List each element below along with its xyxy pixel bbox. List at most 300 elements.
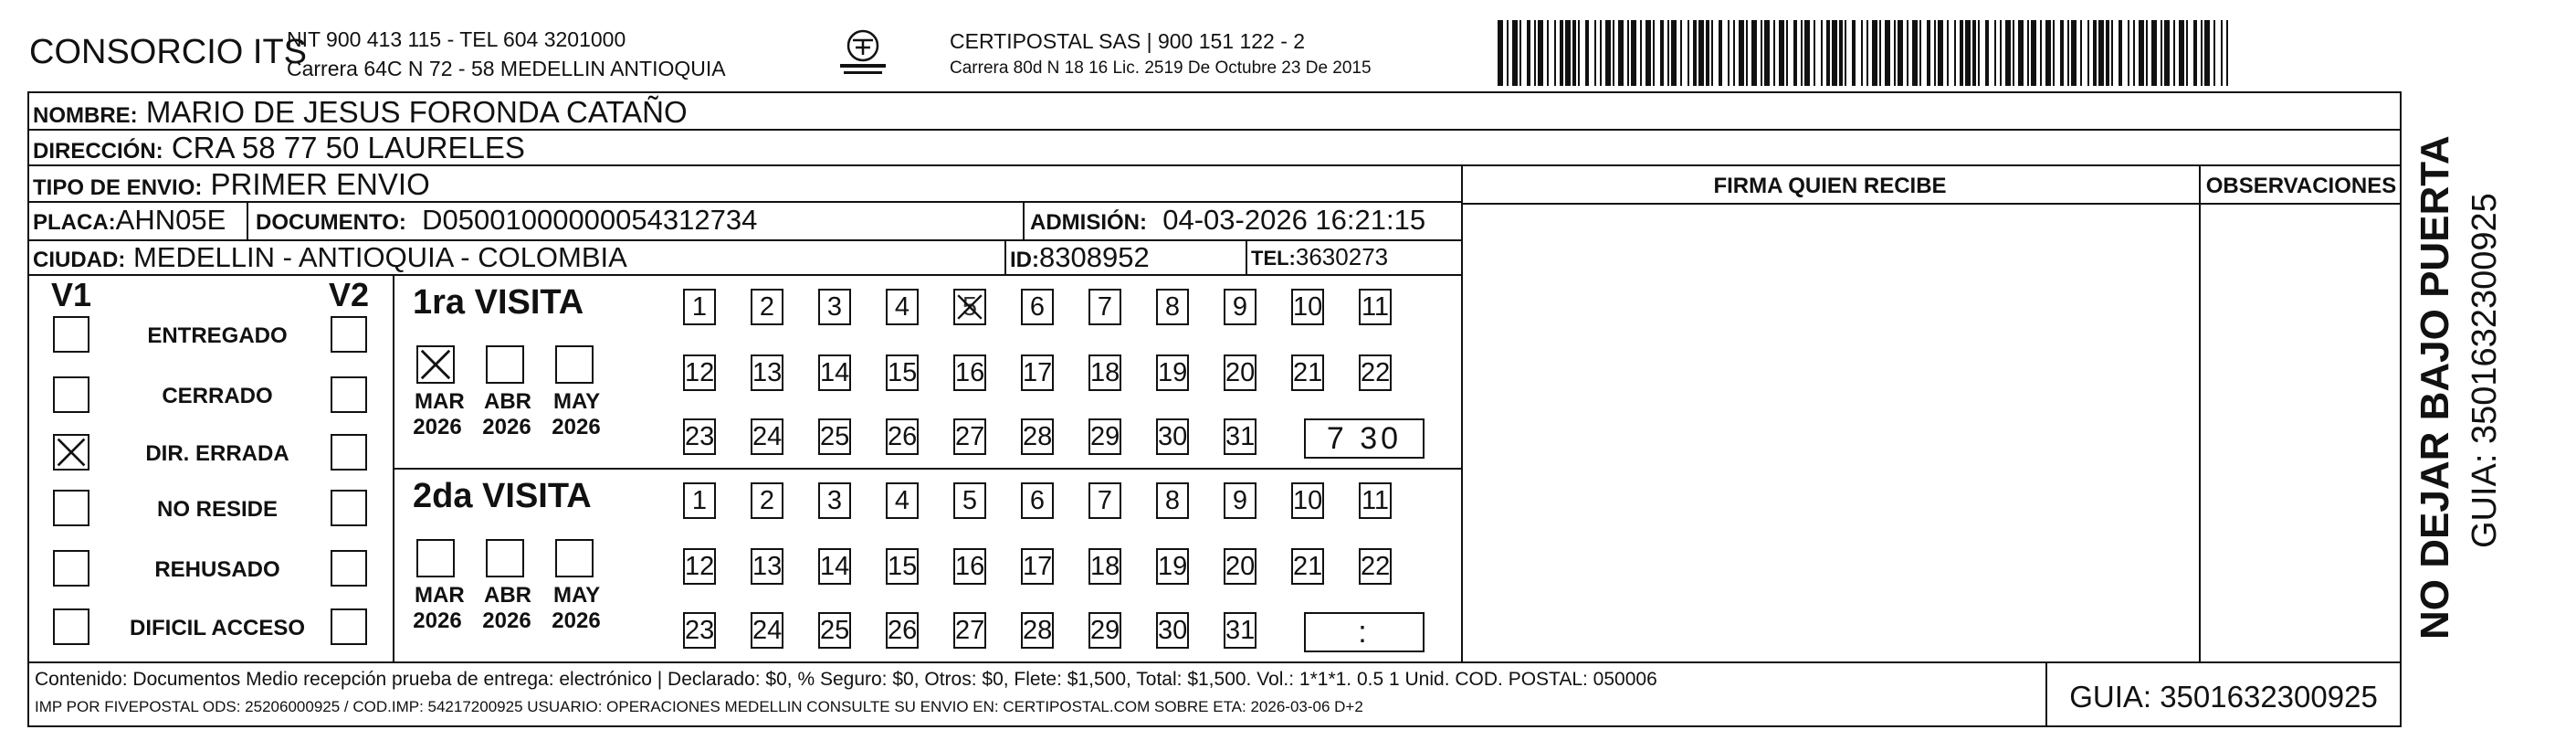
- day-box[interactable]: [1224, 612, 1256, 649]
- barcode-bar: [1554, 20, 1556, 86]
- v1-checkbox[interactable]: [53, 316, 89, 353]
- month-checkbox[interactable]: [416, 345, 455, 384]
- direccion-value: CRA 58 77 50 LAURELES: [171, 131, 525, 164]
- day-number: 8: [1164, 486, 1181, 515]
- day-box[interactable]: [1021, 418, 1054, 455]
- barcode-bar: [2045, 20, 2051, 86]
- day-number: 6: [1029, 292, 1046, 322]
- barcode-bar: [1534, 20, 1536, 86]
- day-number: 29: [1090, 422, 1120, 451]
- day-number: 19: [1158, 552, 1188, 581]
- v2-checkbox[interactable]: [331, 608, 367, 645]
- day-box[interactable]: [1021, 548, 1054, 585]
- barcode-bar: [1872, 20, 1877, 86]
- tel-label: TEL:: [1251, 247, 1296, 270]
- barcode-bar: [2071, 20, 2077, 86]
- barcode-bar: [1960, 20, 1963, 86]
- day-box[interactable]: [1088, 289, 1121, 325]
- barcode-bar: [1839, 20, 1843, 86]
- barcode-bar: [1618, 20, 1624, 86]
- month-label: MAY: [553, 583, 601, 608]
- day-number: 7: [1097, 292, 1113, 322]
- day-number: 12: [685, 358, 715, 387]
- v2-checkbox[interactable]: [331, 550, 367, 587]
- barcode-bar: [2060, 20, 2064, 86]
- admision-value: 04-03-2026 16:21:15: [1162, 204, 1426, 236]
- v2-checkbox[interactable]: [331, 434, 367, 471]
- barcode-bar: [1801, 20, 1803, 86]
- barcode-bar: [2173, 20, 2175, 86]
- barcode-bar: [1688, 20, 1689, 86]
- ciudad-value: MEDELLIN - ANTIOQUIA - COLOMBIA: [132, 241, 627, 273]
- day-number: 2: [759, 486, 775, 515]
- barcode-bar: [1866, 20, 1868, 86]
- day-number: 14: [820, 552, 850, 581]
- day-box[interactable]: [1088, 354, 1121, 391]
- barcode-bar: [2053, 20, 2055, 86]
- day-box[interactable]: [751, 548, 783, 585]
- day-box[interactable]: [1156, 354, 1189, 391]
- barcode-bar: [1605, 20, 1611, 86]
- month-checkbox[interactable]: [486, 345, 524, 384]
- barcode-bar: [1814, 20, 1815, 86]
- barcode-bar: [1739, 20, 1744, 86]
- barcode-bar: [1594, 20, 1596, 86]
- day-number: 19: [1158, 358, 1188, 387]
- direccion-row: [33, 131, 525, 165]
- barcode-bar: [1852, 20, 1856, 86]
- barcode-bar: [1565, 20, 1571, 86]
- day-box[interactable]: [751, 289, 783, 325]
- barcode-bar: [1613, 20, 1614, 86]
- barcode-bar: [1832, 20, 1837, 86]
- barcode-bar: [2179, 20, 2184, 86]
- day-box[interactable]: [1224, 482, 1256, 519]
- barcode-bar: [1645, 20, 1651, 86]
- day-box[interactable]: [818, 612, 851, 649]
- v1-label: V1: [51, 276, 92, 313]
- day-box[interactable]: [1021, 289, 1054, 325]
- barcode-bar: [1698, 20, 1704, 86]
- v2-checkbox[interactable]: [331, 376, 367, 413]
- day-box[interactable]: [751, 418, 783, 455]
- footer-guia: GUIA: 3501632300925: [2069, 680, 2378, 714]
- day-number: 14: [820, 358, 850, 387]
- day-box[interactable]: [886, 482, 919, 519]
- day-number: 21: [1293, 552, 1323, 581]
- admision-label: ADMISIÓN:: [1030, 210, 1147, 235]
- day-box[interactable]: [1088, 612, 1121, 649]
- day-number: 13: [752, 358, 783, 387]
- barcode-bar: [2000, 20, 2002, 86]
- barcode-bar: [1627, 20, 1629, 86]
- barcode-bar: [1578, 20, 1580, 86]
- day-box[interactable]: [1291, 482, 1324, 519]
- day-box[interactable]: [1088, 418, 1121, 455]
- day-box[interactable]: [818, 354, 851, 391]
- day-box[interactable]: [818, 482, 851, 519]
- v2-checkbox[interactable]: [331, 490, 367, 526]
- barcode-bar: [1779, 20, 1784, 86]
- certipostal-logo: [831, 27, 895, 79]
- day-box[interactable]: [953, 548, 986, 585]
- day-box[interactable]: [751, 354, 783, 391]
- x-mark-icon: [955, 291, 984, 323]
- barcode-bar: [2040, 20, 2042, 86]
- day-number: 22: [1361, 358, 1391, 387]
- day-box[interactable]: [683, 354, 716, 391]
- day-number: 16: [955, 552, 985, 581]
- barcode-bar: [1671, 20, 1677, 86]
- day-box[interactable]: [953, 612, 986, 649]
- barcode-bar: [2106, 20, 2109, 86]
- month-checkbox[interactable]: [416, 539, 455, 577]
- barcode-bar: [2201, 20, 2203, 86]
- day-box[interactable]: [886, 289, 919, 325]
- day-number: 26: [888, 422, 918, 451]
- day-number: 13: [752, 552, 783, 581]
- day-box[interactable]: [683, 548, 716, 585]
- day-box[interactable]: [886, 612, 919, 649]
- day-box[interactable]: [683, 612, 716, 649]
- barcode-bar: [1572, 20, 1576, 86]
- barcode-bar: [1919, 20, 1921, 86]
- day-box[interactable]: [953, 289, 986, 325]
- day-number: 25: [820, 616, 850, 645]
- v1-checkbox[interactable]: [53, 434, 89, 471]
- time-value: 7 30: [1326, 421, 1403, 456]
- day-box[interactable]: [818, 418, 851, 455]
- status-label: ENTREGADO: [147, 323, 288, 348]
- day-box[interactable]: [1291, 289, 1324, 325]
- day-box[interactable]: [1359, 289, 1392, 325]
- company-name: CONSORCIO ITS: [29, 33, 308, 71]
- barcode-bar: [1519, 20, 1521, 86]
- admision-field: [1030, 204, 1425, 237]
- day-box[interactable]: [953, 418, 986, 455]
- day-number: 17: [1023, 358, 1053, 387]
- barcode-bar: [1938, 20, 1943, 86]
- day-number: 16: [955, 358, 985, 387]
- month-label: ABR: [484, 583, 531, 608]
- day-number: 29: [1090, 616, 1120, 645]
- day-box[interactable]: [751, 612, 783, 649]
- day-box[interactable]: [1156, 612, 1189, 649]
- day-box[interactable]: [1021, 482, 1054, 519]
- day-box[interactable]: [1359, 354, 1392, 391]
- barcode-bar: [1965, 20, 1971, 86]
- contenido-line: Contenido: Documentos Medio recepción prueba de entrega: electrónico | Declarado: $0, % Seguro: $0, Otros: $0, Flete: $1,500, Total: $1,500. Vol.: 1*1*1. 0.5 1 Unid. COD. POSTAL: 050006: [35, 669, 1657, 690]
- barcode-bar: [1927, 20, 1930, 86]
- barcode-bar: [1978, 20, 1980, 86]
- barcode-bar: [1879, 20, 1881, 86]
- tel-field: [1251, 243, 1388, 271]
- day-box[interactable]: [683, 418, 716, 455]
- visit-title: 1ra VISITA: [413, 283, 584, 322]
- month-checkbox[interactable]: [486, 539, 524, 577]
- day-box[interactable]: [886, 418, 919, 455]
- barcode-bar: [1640, 20, 1642, 86]
- x-mark-icon: [418, 347, 453, 382]
- company-nit: NIT 900 413 115 - TEL 604 3201000: [287, 27, 626, 51]
- day-number: 24: [752, 616, 783, 645]
- documento-field: [256, 204, 757, 237]
- barcode-bar: [2119, 20, 2122, 86]
- barcode-bar: [1498, 20, 1503, 86]
- day-number: 28: [1023, 422, 1053, 451]
- barcode-bar: [1667, 20, 1669, 86]
- barcode-bar: [1894, 20, 1896, 86]
- barcode-bar: [2193, 20, 2197, 86]
- barcode-bar: [1693, 20, 1697, 86]
- day-box[interactable]: [1021, 612, 1054, 649]
- day-number: 12: [685, 552, 715, 581]
- barcode-bar: [1507, 20, 1509, 86]
- day-number: 9: [1232, 292, 1248, 322]
- barcode-bar: [2013, 20, 2014, 86]
- day-box[interactable]: [1359, 548, 1392, 585]
- barcode-bar: [1751, 20, 1757, 86]
- day-number: 10: [1293, 292, 1323, 322]
- barcode-bar: [1600, 20, 1602, 86]
- month-label: MAR: [415, 389, 465, 414]
- barcode-bar: [1885, 20, 1890, 86]
- barcode-bar: [2111, 20, 2113, 86]
- barcode-bar: [1786, 20, 1788, 86]
- barcode-bar: [2027, 20, 2029, 86]
- day-box[interactable]: [886, 354, 919, 391]
- barcode-bar: [2098, 20, 2104, 86]
- day-number: 21: [1293, 358, 1323, 387]
- barcode-bar: [1972, 20, 1976, 86]
- barcode-bar: [1954, 20, 1956, 86]
- day-number: 5: [962, 486, 978, 515]
- year-label: 2026: [413, 608, 462, 633]
- barcode: [1498, 20, 2228, 86]
- day-box[interactable]: [886, 548, 919, 585]
- day-number: 31: [1225, 422, 1256, 451]
- barcode-bar: [2146, 20, 2148, 86]
- barcode-bar: [1746, 20, 1748, 86]
- tipo-label: TIPO DE ENVIO:: [33, 175, 203, 200]
- ciudad-field: [33, 241, 627, 274]
- barcode-bar: [2151, 20, 2157, 86]
- time-box[interactable]: [1304, 612, 1425, 652]
- barcode-bar: [1719, 20, 1722, 86]
- year-label: 2026: [413, 415, 462, 439]
- carrier-address: Carrera 80d N 18 16 Lic. 2519 De Octubre 23 De 2015: [950, 58, 1372, 78]
- day-number: 1: [691, 292, 708, 322]
- day-number: 27: [955, 616, 985, 645]
- barcode-bar: [1804, 20, 1810, 86]
- month-label: MAY: [553, 389, 601, 414]
- day-box[interactable]: [1291, 548, 1324, 585]
- barcode-bar: [1907, 20, 1908, 86]
- day-box[interactable]: [751, 482, 783, 519]
- day-number: 31: [1225, 616, 1256, 645]
- status-label: REHUSADO: [154, 557, 280, 582]
- day-box[interactable]: [818, 289, 851, 325]
- placa-value: AHN05E: [115, 204, 226, 236]
- v1-checkbox[interactable]: [53, 550, 89, 587]
- barcode-bar: [1845, 20, 1846, 86]
- time-box[interactable]: [1304, 418, 1425, 459]
- barcode-bar: [1947, 20, 1949, 86]
- barcode-bar: [1560, 20, 1563, 86]
- day-number: 18: [1090, 552, 1120, 581]
- x-mark-icon: [55, 436, 88, 469]
- status-label: DIR. ERRADA: [145, 441, 289, 466]
- v1-checkbox[interactable]: [53, 376, 89, 413]
- status-label: NO RESIDE: [156, 497, 279, 522]
- year-label: 2026: [482, 608, 531, 633]
- barcode-bar: [2128, 20, 2129, 86]
- day-number: 28: [1023, 616, 1053, 645]
- day-box[interactable]: [953, 354, 986, 391]
- barcode-bar: [2005, 20, 2011, 86]
- day-box[interactable]: [1088, 548, 1121, 585]
- day-box[interactable]: [1224, 548, 1256, 585]
- day-number: 3: [826, 292, 843, 322]
- day-number: 3: [826, 486, 843, 515]
- day-number: 9: [1232, 486, 1248, 515]
- day-box[interactable]: [1088, 482, 1121, 519]
- no-dejar-bajo-puerta: NO DEJAR BAJO PUERTA: [2413, 135, 2457, 640]
- barcode-bar: [1706, 20, 1709, 86]
- barcode-bar: [1934, 20, 1936, 86]
- ciudad-label: CIUDAD:: [33, 248, 126, 272]
- day-number: 25: [820, 422, 850, 451]
- day-box[interactable]: [1224, 418, 1256, 455]
- barcode-bar: [1826, 20, 1830, 86]
- tipo-value: PRIMER ENVIO: [210, 167, 430, 201]
- day-number: 20: [1225, 552, 1256, 581]
- day-number: 27: [955, 422, 985, 451]
- barcode-bar: [1793, 20, 1797, 86]
- barcode-bar: [1538, 20, 1543, 86]
- month-label: MAR: [415, 583, 465, 608]
- tipo-row: [33, 167, 430, 202]
- company-address: Carrera 64C N 72 - 58 MEDELLIN ANTIOQUIA: [287, 57, 726, 80]
- nombre-value: MARIO DE JESUS FORONDA CATAÑO: [145, 95, 688, 129]
- day-box[interactable]: [1359, 482, 1392, 519]
- day-number: 17: [1023, 552, 1053, 581]
- documento-label: DOCUMENTO:: [256, 210, 406, 235]
- barcode-bar: [1680, 20, 1682, 86]
- barcode-bar: [1821, 20, 1823, 86]
- tel-value: 3630273: [1295, 243, 1389, 270]
- barcode-bar: [1728, 20, 1730, 86]
- firma-header: FIRMA QUIEN RECIBE: [1713, 174, 1947, 198]
- status-label: DIFICIL ACCESO: [129, 616, 305, 640]
- day-box[interactable]: [1156, 482, 1189, 519]
- barcode-bar: [2161, 20, 2162, 86]
- day-box[interactable]: [1224, 354, 1256, 391]
- day-number: 8: [1164, 292, 1181, 322]
- day-number: 22: [1361, 552, 1391, 581]
- barcode-bar: [1512, 20, 1518, 86]
- barcode-bar: [1547, 20, 1549, 86]
- nombre-row: [33, 95, 688, 130]
- barcode-bar: [1764, 20, 1770, 86]
- logo-icon: [831, 27, 895, 79]
- month-checkbox[interactable]: [555, 345, 594, 384]
- year-label: 2026: [552, 608, 601, 633]
- status-label: CERRADO: [162, 384, 273, 408]
- carrier-line: CERTIPOSTAL SAS | 900 151 122 - 2: [950, 29, 1306, 53]
- barcode-bar: [2018, 20, 2024, 86]
- day-box[interactable]: [683, 289, 716, 325]
- day-number: 23: [685, 422, 715, 451]
- barcode-bar: [2080, 20, 2082, 86]
- v1-checkbox[interactable]: [53, 490, 89, 526]
- day-box[interactable]: [1156, 548, 1189, 585]
- day-box[interactable]: [1021, 354, 1054, 391]
- placa-field: [33, 204, 226, 237]
- imp-line: IMP POR FIVEPOSTAL ODS: 25206000925 / COD.IMP: 54217200925 USUARIO: OPERACIONES MEDELLIN CONSULTE SU ENVIO EN: CERTIPOSTAL.COM SOBRE ETA: 2026-03-06 D+2: [35, 698, 1363, 715]
- barcode-bar: [2093, 20, 2097, 86]
- day-number: 26: [888, 616, 918, 645]
- barcode-bar: [2213, 20, 2215, 86]
- barcode-bar: [1585, 20, 1589, 86]
- placa-label: PLACA:: [33, 210, 116, 235]
- barcode-bar: [1711, 20, 1713, 86]
- day-number: 30: [1158, 616, 1188, 645]
- direccion-label: DIRECCIÓN:: [33, 139, 163, 164]
- day-number: 1: [691, 486, 708, 515]
- barcode-bar: [1912, 20, 1918, 86]
- barcode-bar: [1527, 20, 1530, 86]
- day-box[interactable]: [1224, 289, 1256, 325]
- v2-checkbox[interactable]: [331, 316, 367, 353]
- barcode-bar: [1994, 20, 1996, 86]
- barcode-bar: [2221, 20, 2223, 86]
- day-box[interactable]: [1156, 289, 1189, 325]
- day-number: 5: [962, 292, 978, 322]
- barcode-bar: [2139, 20, 2144, 86]
- day-box[interactable]: [818, 548, 851, 585]
- day-number: 15: [888, 358, 918, 387]
- v2-label: V2: [329, 276, 370, 313]
- vertical-guia: GUIA: 3501632300925: [2466, 193, 2504, 548]
- barcode-bar: [1631, 20, 1636, 86]
- v1-checkbox[interactable]: [53, 608, 89, 645]
- barcode-bar: [2226, 20, 2228, 86]
- day-number: 23: [685, 616, 715, 645]
- day-box[interactable]: [1291, 354, 1324, 391]
- day-number: 7: [1097, 486, 1113, 515]
- day-number: 20: [1225, 358, 1256, 387]
- barcode-bar: [1761, 20, 1762, 86]
- barcode-bar: [1653, 20, 1655, 86]
- day-number: 11: [1361, 292, 1390, 322]
- day-box[interactable]: [1156, 418, 1189, 455]
- barcode-bar: [2164, 20, 2170, 86]
- barcode-bar: [1733, 20, 1735, 86]
- firma-area[interactable]: [1463, 205, 2199, 661]
- day-box[interactable]: [953, 482, 986, 519]
- day-number: 4: [894, 292, 910, 322]
- day-number: 2: [759, 292, 775, 322]
- id-label: ID:: [1010, 248, 1039, 272]
- barcode-icon: [1498, 20, 2228, 86]
- observaciones-area[interactable]: [2201, 205, 2400, 661]
- id-value: 8308952: [1039, 241, 1150, 273]
- barcode-bar: [1898, 20, 1903, 86]
- month-checkbox[interactable]: [555, 539, 594, 577]
- day-box[interactable]: [683, 482, 716, 519]
- day-number: 24: [752, 422, 783, 451]
